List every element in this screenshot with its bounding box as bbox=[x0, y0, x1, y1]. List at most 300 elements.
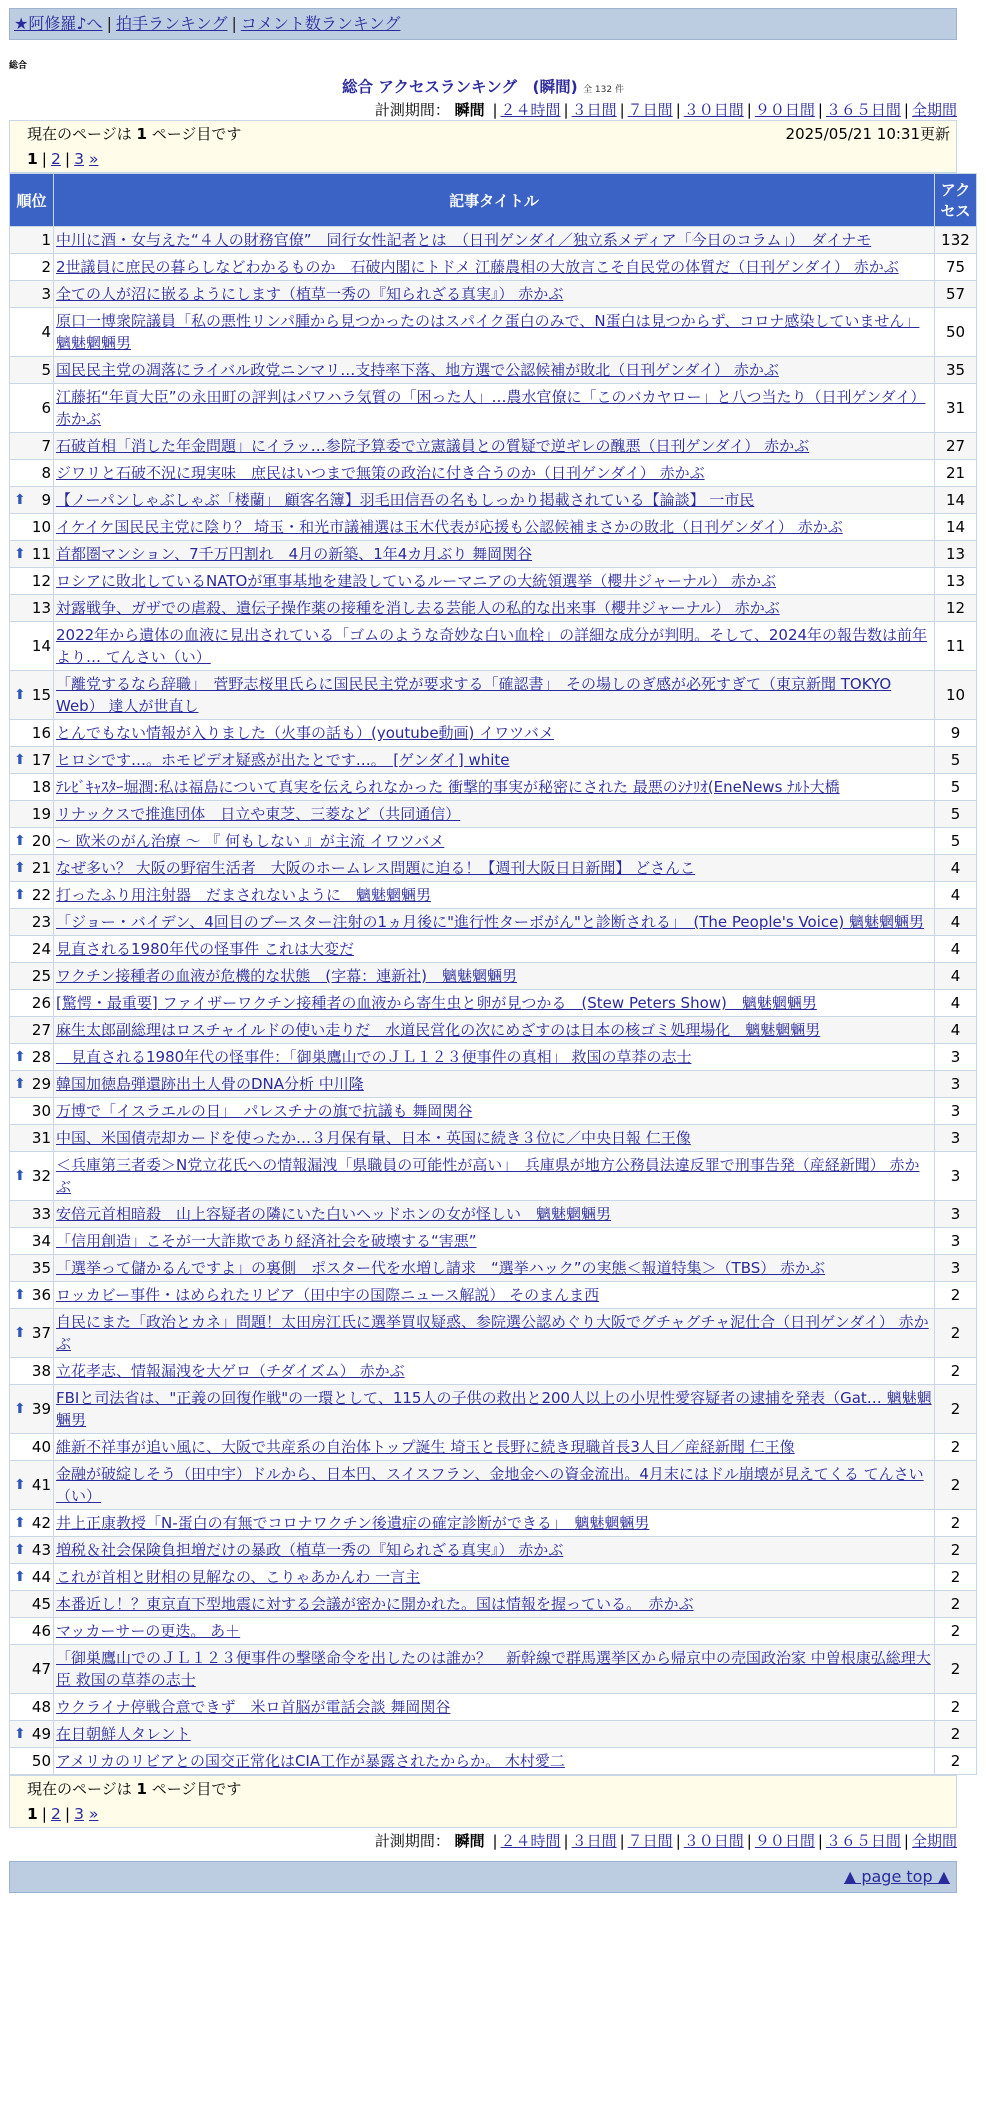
page-link[interactable]: 3 bbox=[74, 150, 85, 168]
table-row bbox=[10, 622, 977, 671]
up-arrow-icon: ⬆ bbox=[14, 1401, 26, 1417]
table-row bbox=[10, 1282, 977, 1309]
table-row bbox=[10, 747, 977, 774]
access-count: 3 bbox=[935, 1098, 977, 1125]
access-count: 3 bbox=[935, 1201, 977, 1228]
access-count: 14 bbox=[935, 514, 977, 541]
article-link[interactable]: ジワリと石破不況に現実味 庶民はいつまで無策の政治に付き合うのか（日刊ゲンダイ） 赤かぶ bbox=[56, 464, 705, 482]
title-cell bbox=[54, 1358, 935, 1385]
rank-number: 1 bbox=[41, 231, 51, 249]
title-cell bbox=[54, 1748, 935, 1775]
article-link[interactable]: 麻生太郎副総理はロスチャイルドの使い走りだ 水道民営化の次にめざすのは日本の核ゴミ処理場化 魑魅魍魎男 bbox=[56, 1021, 821, 1039]
access-count: 3 bbox=[935, 1152, 977, 1201]
period-label: 計測期間： bbox=[374, 101, 450, 119]
article-link[interactable]: 首都圏マンション、7千万円割れ 4月の新築、1年4カ月ぶり 舞岡関谷 bbox=[56, 545, 533, 563]
article-link[interactable]: リナックスで推進団体 日立や東芝、三菱など（共同通信） bbox=[56, 805, 461, 823]
period-link[interactable]: ３０日間 bbox=[683, 101, 744, 119]
title-cell bbox=[54, 514, 935, 541]
article-link[interactable]: アメリカのリビアとの国交正常化はCIA工作が暴露されたからか。 木村愛二 bbox=[56, 1752, 565, 1770]
pagination-box bbox=[9, 120, 957, 173]
rank-column-header: 順位 bbox=[10, 174, 54, 227]
rank-cell bbox=[10, 1645, 54, 1694]
access-count: 5 bbox=[935, 801, 977, 828]
access-count: 27 bbox=[935, 433, 977, 460]
rank-number: 5 bbox=[41, 361, 51, 379]
article-link[interactable]: ウクライナ停戦合意できず 米ロ首脳が電話会談 舞岡関谷 bbox=[56, 1698, 451, 1716]
up-arrow-icon: ⬆ bbox=[14, 752, 26, 768]
table-row bbox=[10, 1098, 977, 1125]
article-link[interactable]: 「ジョー・バイデン、4回目のブースター注射の1ヵ月後に"進行性ターボがん"と診断される」 (The People's Voice) 魑魅魍魎男 bbox=[56, 913, 924, 931]
access-count: 14 bbox=[935, 487, 977, 514]
up-arrow-icon: ⬆ bbox=[14, 860, 26, 876]
access-count: 2 bbox=[935, 1564, 977, 1591]
article-link[interactable]: ロッカビー事件・はめられたリビア（田中宇の国際ニュース解説） そのまんま西 bbox=[56, 1286, 600, 1304]
rank-cell bbox=[10, 1228, 54, 1255]
article-link[interactable]: 維新不祥事が追い風に、大阪で共産系の自治体トップ誕生 埼玉と長野に続き現職首長3人目／産経新聞 仁王像 bbox=[56, 1438, 795, 1456]
table-row bbox=[10, 1537, 977, 1564]
rank-number: 47 bbox=[31, 1660, 51, 1678]
up-arrow-icon: ⬆ bbox=[14, 1515, 26, 1531]
access-count: 11 bbox=[935, 622, 977, 671]
rank-cell bbox=[10, 1694, 54, 1721]
title-cell bbox=[54, 720, 935, 747]
rank-number: 22 bbox=[31, 886, 51, 904]
rank-cell bbox=[10, 963, 54, 990]
article-link[interactable]: 2世議員に庶民の暮らしなどわかるものか 石破内閣にトドメ 江藤農相の大放言こそ自民党の体質だ（日刊ゲンダイ） 赤かぶ bbox=[56, 258, 899, 276]
rank-cell bbox=[10, 357, 54, 384]
period-link[interactable]: ２４時間 bbox=[500, 101, 561, 119]
article-link[interactable]: 韓国加徳島弾還跡出土人骨のDNA分析 中川隆 bbox=[56, 1075, 364, 1093]
rank-number: 35 bbox=[31, 1259, 51, 1277]
article-link[interactable]: 安倍元首相暗殺 山上容疑者の隣にいた白いヘッドホンの女が怪しい 魑魅魍魎男 bbox=[56, 1205, 612, 1223]
table-row bbox=[10, 1694, 977, 1721]
title-cell bbox=[54, 568, 935, 595]
table-row bbox=[10, 357, 977, 384]
period-link[interactable]: ３６５日間 bbox=[825, 1832, 901, 1850]
article-link[interactable]: 中国、米国債売却カードを使ったか…３月保有量、日本・英国に続き３位に／中央日報 仁王像 bbox=[56, 1129, 691, 1147]
rank-cell bbox=[10, 1461, 54, 1510]
access-count: 2 bbox=[935, 1358, 977, 1385]
period-link[interactable]: ３日間 bbox=[571, 1832, 617, 1850]
access-count: 5 bbox=[935, 828, 977, 855]
title-cell bbox=[54, 1071, 935, 1098]
article-link[interactable]: 対露戦争、ガザでの虐殺、遺伝子操作薬の接種を消し去る芸能人の私的な出来事（櫻井ジャーナル） 赤かぶ bbox=[56, 599, 780, 617]
rank-cell bbox=[10, 855, 54, 882]
title-column-header: 記事タイトル bbox=[54, 174, 935, 227]
rank-cell bbox=[10, 828, 54, 855]
article-link[interactable]: 打ったふり用注射器 だまされないように 魑魅魍魎男 bbox=[56, 886, 432, 904]
page-link[interactable]: 3 bbox=[74, 1805, 85, 1823]
article-link[interactable]: 2022年から遺体の血液に見出されている「ゴムのような奇妙な白い血栓」の詳細な成分が判明。そして、2024年の報告数は前年より… てんさい（い） bbox=[56, 626, 928, 666]
rank-number: 32 bbox=[31, 1167, 51, 1185]
table-row bbox=[10, 801, 977, 828]
table-row bbox=[10, 1255, 977, 1282]
access-count: 2 bbox=[935, 1282, 977, 1309]
clap-ranking-link[interactable]: 拍手ランキング bbox=[115, 14, 228, 33]
rank-cell bbox=[10, 1537, 54, 1564]
article-link[interactable]: なぜ多い？ 大阪の野宿生活者 大阪のホームレス問題に迫る！【週刊大阪日日新聞】 どさんこ bbox=[56, 859, 696, 877]
period-link[interactable]: ７日間 bbox=[627, 101, 673, 119]
up-arrow-icon: ⬆ bbox=[14, 546, 26, 562]
up-arrow-icon: ⬆ bbox=[14, 1569, 26, 1585]
title-cell bbox=[54, 487, 935, 514]
current-page-text-bottom: 現在のページは 1 ページ目です bbox=[27, 1780, 242, 1798]
title-cell bbox=[54, 1694, 935, 1721]
title-cell bbox=[54, 384, 935, 433]
article-link[interactable]: 国民民主党の凋落にライバル政党ニンマリ…支持率下落、地方選で公認候補が敗北（日刊ゲンダイ） 赤かぶ bbox=[56, 361, 779, 379]
table-row bbox=[10, 1434, 977, 1461]
period-selector: 計測期間： 瞬間 | ２４時間 | ３日間 | ７日間 | ３０日間 | ９０日間 | ３６５日間 | 全期間 bbox=[374, 101, 957, 119]
rank-cell bbox=[10, 595, 54, 622]
table-row bbox=[10, 1748, 977, 1775]
table-row bbox=[10, 855, 977, 882]
up-arrow-icon: ⬆ bbox=[14, 687, 26, 703]
rank-cell bbox=[10, 1309, 54, 1358]
period-link[interactable]: ７日間 bbox=[627, 1832, 673, 1850]
article-link[interactable]: 増税＆社会保険負担増だけの暴政（植草一秀の『知られざる真実』） 赤かぶ bbox=[56, 1541, 564, 1559]
title-cell bbox=[54, 828, 935, 855]
table-row bbox=[10, 433, 977, 460]
rank-cell bbox=[10, 1510, 54, 1537]
rank-number: 49 bbox=[31, 1725, 51, 1743]
rank-cell bbox=[10, 460, 54, 487]
table-row bbox=[10, 1044, 977, 1071]
rank-number: 20 bbox=[31, 832, 51, 850]
title-cell bbox=[54, 1461, 935, 1510]
title-cell bbox=[54, 1098, 935, 1125]
title-cell bbox=[54, 1255, 935, 1282]
title-cell bbox=[54, 1510, 935, 1537]
article-link[interactable]: 「御巣鷹山でのＪＬ１２３便事件の撃墜命令を出したのは誰か？ 新幹線で群馬選挙区から帰京中の売国政治家 中曽根康弘総理大臣 救国の草莽の志士 bbox=[56, 1649, 931, 1689]
period-selector-bottom: 計測期間： 瞬間 | ２４時間 | ３日間 | ７日間 | ３０日間 | ９０日間 | ３６５日間 | 全期間 bbox=[374, 1832, 957, 1850]
rank-cell bbox=[10, 1098, 54, 1125]
title-cell bbox=[54, 1618, 935, 1645]
rank-number: 48 bbox=[31, 1698, 51, 1716]
article-link[interactable]: ～ 欧米のがん治療 ～ 『 何もしない 』が主流 イワツバメ bbox=[56, 832, 445, 850]
up-arrow-icon: ⬆ bbox=[14, 1287, 26, 1303]
access-count: 4 bbox=[935, 990, 977, 1017]
article-link[interactable]: 中川に酒・女与えた“４人の財務官僚” 同行女性記者とは （日刊ゲンダイ／独立系メディア「今日のコラム」） ダイナモ bbox=[56, 231, 872, 249]
title-cell bbox=[54, 357, 935, 384]
rank-number: 9 bbox=[41, 491, 51, 509]
article-link[interactable]: ＜兵庫第三者委＞N党立花氏への情報漏洩「県職員の可能性が高い」 兵庫県が地方公務員法違反罪で刑事告発（産経新聞） 赤かぶ bbox=[56, 1156, 920, 1196]
access-count: 10 bbox=[935, 671, 977, 720]
article-link[interactable]: 原口一博衆院議員「私の悪性リンパ腫から見つかったのはスパイク蛋白のみで、N蛋白は見つからず、コロナ感染していません」 魑魅魍魎男 bbox=[56, 312, 920, 352]
access-count: 2 bbox=[935, 1537, 977, 1564]
rank-number: 38 bbox=[31, 1362, 51, 1380]
rank-number: 41 bbox=[31, 1476, 51, 1494]
article-link[interactable]: ﾃﾚﾋﾞｷｬｽﾀｰ堀潤:私は福島について真実を伝えられなかった 衝撃的事実が秘密にされた 最悪のｼﾅﾘｵ(EneNews ﾅﾙﾄ大橋 bbox=[56, 778, 840, 796]
up-arrow-icon: ⬆ bbox=[14, 1477, 26, 1493]
title-cell bbox=[54, 1282, 935, 1309]
access-count: 35 bbox=[935, 357, 977, 384]
table-row bbox=[10, 882, 977, 909]
rank-cell bbox=[10, 882, 54, 909]
total-count: 全 132 件 bbox=[583, 85, 624, 95]
rank-cell bbox=[10, 487, 54, 514]
rank-number: 13 bbox=[31, 599, 51, 617]
period-link[interactable]: ９０日間 bbox=[754, 101, 815, 119]
rank-cell bbox=[10, 1255, 54, 1282]
title-cell bbox=[54, 1434, 935, 1461]
title-cell bbox=[54, 774, 935, 801]
period-current: 瞬間 bbox=[454, 1832, 485, 1850]
title-cell bbox=[54, 595, 935, 622]
title-cell bbox=[54, 460, 935, 487]
table-row bbox=[10, 384, 977, 433]
rank-number: 26 bbox=[31, 994, 51, 1012]
page-top-link[interactable]: ▲ page top ▲ bbox=[843, 1867, 950, 1886]
rank-number: 30 bbox=[31, 1102, 51, 1120]
article-link[interactable]: [驚愕・最重要] ファイザーワクチン接種者の血液から寄生虫と卵が見つかる (Stew Peters Show) 魑魅魍魎男 bbox=[56, 994, 817, 1012]
access-count: 13 bbox=[935, 568, 977, 595]
access-count: 2 bbox=[935, 1645, 977, 1694]
article-link[interactable]: ロシアに敗北しているNATOが軍事基地を建設しているルーマニアの大統領選挙（櫻井ジャーナル） 赤かぶ bbox=[56, 572, 777, 590]
next-page-link[interactable]: » bbox=[88, 150, 99, 168]
current-page-number: 1 bbox=[27, 1805, 38, 1823]
period-link[interactable]: ２４時間 bbox=[500, 1832, 561, 1850]
rank-number: 8 bbox=[41, 464, 51, 482]
top-navigation-bar: ★阿修羅♪へ | 拍手ランキング | コメント数ランキング bbox=[9, 8, 957, 40]
article-link[interactable]: 石破首相「消した年金問題」にイラッ…参院予算委で立憲議員との質疑で逆ギレの醜悪（日刊ゲンダイ） 赤かぶ bbox=[56, 437, 810, 455]
period-label: 計測期間： bbox=[374, 1832, 450, 1850]
article-link[interactable]: 井上正康教授「N-蛋白の有無でコロナワクチン後遺症の確定診断ができる」 魑魅魍魎男 bbox=[56, 1514, 650, 1532]
rank-number: 16 bbox=[31, 724, 51, 742]
ranking-table bbox=[9, 173, 977, 1775]
up-arrow-icon: ⬆ bbox=[14, 1049, 26, 1065]
rank-number: 29 bbox=[31, 1075, 51, 1093]
access-count: 132 bbox=[935, 227, 977, 254]
up-arrow-icon: ⬆ bbox=[14, 887, 26, 903]
access-count: 4 bbox=[935, 936, 977, 963]
rank-cell bbox=[10, 909, 54, 936]
rank-number: 44 bbox=[31, 1568, 51, 1586]
table-row bbox=[10, 1721, 977, 1748]
up-arrow-icon: ⬆ bbox=[14, 1726, 26, 1742]
table-row bbox=[10, 774, 977, 801]
rank-number: 37 bbox=[31, 1324, 51, 1342]
up-arrow-icon: ⬆ bbox=[14, 1168, 26, 1184]
period-link[interactable]: 全期間 bbox=[911, 101, 957, 119]
rank-number: 27 bbox=[31, 1021, 51, 1039]
article-link[interactable]: 全ての人が沼に嵌るようにします（植草一秀の『知られざる真実』） 赤かぶ bbox=[56, 285, 564, 303]
access-count: 3 bbox=[935, 1125, 977, 1152]
rank-cell bbox=[10, 1721, 54, 1748]
access-count: 57 bbox=[935, 281, 977, 308]
page-link[interactable]: 2 bbox=[51, 1805, 61, 1823]
access-count: 3 bbox=[935, 1255, 977, 1282]
rank-cell bbox=[10, 541, 54, 568]
access-count: 2 bbox=[935, 1694, 977, 1721]
access-count: 5 bbox=[935, 747, 977, 774]
access-count: 9 bbox=[935, 720, 977, 747]
rank-cell bbox=[10, 384, 54, 433]
comment-ranking-link[interactable]: コメント数ランキング bbox=[240, 14, 401, 33]
rank-number: 43 bbox=[31, 1541, 51, 1559]
table-row bbox=[10, 1645, 977, 1694]
table-row bbox=[10, 1017, 977, 1044]
access-count: 3 bbox=[935, 1228, 977, 1255]
table-row bbox=[10, 1591, 977, 1618]
period-current: 瞬間 bbox=[454, 101, 485, 119]
category-label: 総合 bbox=[9, 61, 28, 71]
rank-cell bbox=[10, 1434, 54, 1461]
access-count: 3 bbox=[935, 1044, 977, 1071]
article-link[interactable]: マッカーサーの更迭。 あ＋ bbox=[56, 1622, 241, 1640]
rank-cell bbox=[10, 1358, 54, 1385]
article-link[interactable]: ヒロシです…。ホモピデオ疑惑が出たとです…。 [ゲンダイ] white bbox=[56, 751, 510, 769]
period-link[interactable]: ３６５日間 bbox=[825, 101, 901, 119]
pagination-bottom: 1 | 2 | 3 » bbox=[27, 1805, 99, 1823]
pagination-box-bottom bbox=[9, 1775, 957, 1828]
access-count: 4 bbox=[935, 963, 977, 990]
title-cell bbox=[54, 990, 935, 1017]
rank-number: 33 bbox=[31, 1205, 51, 1223]
current-page-text: 現在のページは 1 ページ目です bbox=[27, 125, 242, 143]
rank-number: 39 bbox=[31, 1400, 51, 1418]
page-title bbox=[9, 75, 957, 97]
access-count: 4 bbox=[935, 909, 977, 936]
title-cell bbox=[54, 1564, 935, 1591]
article-link[interactable]: 自民にまた「政治とカネ」問題！太田房江氏に選挙買収疑惑、参院選公認めぐり大阪でグチャグチャ泥仕合（日刊ゲンダイ） 赤かぶ bbox=[56, 1313, 929, 1353]
table-row bbox=[10, 514, 977, 541]
period-link[interactable]: ３０日間 bbox=[683, 1832, 744, 1850]
rank-cell bbox=[10, 1618, 54, 1645]
article-link[interactable]: 江藤拓“年貢大臣”の永田町の評判はパワハラ気質の「困った人」…農水官僚に「このバカヤロー」と八つ当たり（日刊ゲンダイ） 赤かぶ bbox=[56, 388, 926, 428]
table-row bbox=[10, 828, 977, 855]
page-link[interactable]: 2 bbox=[51, 150, 61, 168]
article-link[interactable]: これが首相と財相の見解なの、こりゃあかんわ 一言主 bbox=[56, 1568, 421, 1586]
rank-number: 3 bbox=[41, 285, 51, 303]
rank-number: 46 bbox=[31, 1622, 51, 1640]
table-row bbox=[10, 1071, 977, 1098]
title-cell bbox=[54, 1309, 935, 1358]
article-link[interactable]: 万博で「イスラエルの日」 パレスチナの旗で抗議も 舞岡関谷 bbox=[56, 1102, 473, 1120]
period-link[interactable]: ９０日間 bbox=[754, 1832, 815, 1850]
up-arrow-icon: ⬆ bbox=[14, 1325, 26, 1341]
rank-number: 19 bbox=[31, 805, 51, 823]
table-row bbox=[10, 720, 977, 747]
page-title-text: 総合 アクセスランキング (瞬間) bbox=[342, 78, 578, 96]
access-count: 2 bbox=[935, 1618, 977, 1645]
rank-cell bbox=[10, 622, 54, 671]
table-row bbox=[10, 595, 977, 622]
rank-cell bbox=[10, 1282, 54, 1309]
next-page-link[interactable]: » bbox=[88, 1805, 99, 1823]
article-link[interactable]: とんでもない情報が入りました（火事の話も）(youtube動画) イワツバメ bbox=[56, 724, 554, 742]
rank-cell bbox=[10, 720, 54, 747]
rank-number: 10 bbox=[31, 518, 51, 536]
title-cell bbox=[54, 1125, 935, 1152]
table-row bbox=[10, 1385, 977, 1434]
article-link[interactable]: 見直される1980年代の怪事件 これは大変だ bbox=[56, 940, 354, 958]
rank-cell bbox=[10, 1017, 54, 1044]
rank-cell bbox=[10, 1564, 54, 1591]
rank-number: 24 bbox=[31, 940, 51, 958]
table-row bbox=[10, 281, 977, 308]
article-link[interactable]: 【ノーパンしゃぶしゃぶ「楼蘭」 顧客名簿】羽毛田信吾の名もしっかり掲載されている【論談】 一市民 bbox=[56, 491, 755, 509]
current-page-number: 1 bbox=[27, 150, 38, 168]
article-link[interactable]: 「選挙って儲かるんですよ」の裏側 ポスター代を水増し請求 “選挙ハック”の実態＜報道特集＞（TBS） 赤かぶ bbox=[56, 1259, 826, 1277]
table-row bbox=[10, 227, 977, 254]
title-cell bbox=[54, 254, 935, 281]
title-cell bbox=[54, 1017, 935, 1044]
article-link[interactable]: ワクチン接種者の血液が危機的な状態 (字幕：連新社) 魑魅魍魎男 bbox=[56, 967, 517, 985]
access-count: 2 bbox=[935, 1385, 977, 1434]
title-cell bbox=[54, 801, 935, 828]
access-count: 4 bbox=[935, 882, 977, 909]
rank-number: 25 bbox=[31, 967, 51, 985]
rank-cell bbox=[10, 1125, 54, 1152]
title-cell bbox=[54, 747, 935, 774]
rank-cell bbox=[10, 936, 54, 963]
access-count: 2 bbox=[935, 1591, 977, 1618]
article-link[interactable]: FBIと司法省は、"正義の回復作戦"の一環として、115人の子供の救出と200人以上の小児性愛容疑者の逮捕を発表（Gat… 魑魅魍魎男 bbox=[56, 1389, 932, 1429]
access-count: 2 bbox=[935, 1434, 977, 1461]
title-cell bbox=[54, 882, 935, 909]
rank-cell bbox=[10, 1385, 54, 1434]
access-count: 31 bbox=[935, 384, 977, 433]
title-cell bbox=[54, 671, 935, 720]
article-link[interactable]: 立花孝志、情報漏洩を大ゲロ（チダイズム） 赤かぶ bbox=[56, 1362, 405, 1380]
rank-cell bbox=[10, 747, 54, 774]
table-row bbox=[10, 1309, 977, 1358]
table-row bbox=[10, 963, 977, 990]
table-row bbox=[10, 487, 977, 514]
article-link[interactable]: イケイケ国民民主党に陰り？ 埼玉・和光市議補選は玉木代表が応援も公認候補まさかの敗北（日刊ゲンダイ） 赤かぶ bbox=[56, 518, 843, 536]
title-cell bbox=[54, 1591, 935, 1618]
pagination: 1 | 2 | 3 » bbox=[27, 150, 99, 168]
access-count: 2 bbox=[935, 1721, 977, 1748]
rank-number: 6 bbox=[41, 399, 51, 417]
article-link[interactable]: 在日朝鮮人タレント bbox=[56, 1725, 191, 1743]
title-cell bbox=[54, 1044, 935, 1071]
up-arrow-icon: ⬆ bbox=[14, 1542, 26, 1558]
article-link[interactable]: 「信用創造」こそが一大詐欺であり経済社会を破壊する“害悪” bbox=[56, 1232, 477, 1250]
title-cell bbox=[54, 1152, 935, 1201]
rank-cell bbox=[10, 671, 54, 720]
rank-cell bbox=[10, 1071, 54, 1098]
title-cell bbox=[54, 855, 935, 882]
up-arrow-icon: ⬆ bbox=[14, 492, 26, 508]
article-link[interactable]: 「離党するなら辞職」 菅野志桜里氏らに国民民主党が要求する「確認書」 その場しのぎ感が必死すぎて（東京新聞 TOKYO Web） 達人が世直し bbox=[56, 675, 892, 715]
rank-number: 21 bbox=[31, 859, 51, 877]
home-link[interactable]: ★阿修羅♪へ bbox=[14, 14, 103, 33]
article-link[interactable]: 金融が破綻しそう（田中宇）ドルから、日本円、スイスフラン、金地金への資金流出。4月末にはドル崩壊が見えてくる てんさい（い） bbox=[56, 1465, 924, 1505]
article-link[interactable]: 見直される1980年代の怪事件：「御巣鷹山でのＪＬ１２３便事件の真相」 救国の草莽の志士 bbox=[56, 1048, 692, 1066]
title-cell bbox=[54, 1537, 935, 1564]
rank-cell bbox=[10, 1044, 54, 1071]
article-link[interactable]: 本番近し！？東京直下型地震に対する会議が密かに開かれた。国は情報を握っている。 赤かぶ bbox=[56, 1595, 694, 1613]
period-link[interactable]: 全期間 bbox=[911, 1832, 957, 1850]
rank-number: 17 bbox=[31, 751, 51, 769]
access-column-header: アクセス bbox=[935, 174, 977, 227]
table-row bbox=[10, 460, 977, 487]
rank-number: 7 bbox=[41, 437, 51, 455]
period-link[interactable]: ３日間 bbox=[571, 101, 617, 119]
access-count: 2 bbox=[935, 1309, 977, 1358]
title-cell bbox=[54, 936, 935, 963]
access-count: 50 bbox=[935, 308, 977, 357]
up-arrow-icon: ⬆ bbox=[14, 833, 26, 849]
title-cell bbox=[54, 1201, 935, 1228]
table-row bbox=[10, 308, 977, 357]
rank-cell bbox=[10, 568, 54, 595]
access-count: 2 bbox=[935, 1510, 977, 1537]
rank-cell bbox=[10, 281, 54, 308]
table-row bbox=[10, 254, 977, 281]
access-count: 13 bbox=[935, 541, 977, 568]
